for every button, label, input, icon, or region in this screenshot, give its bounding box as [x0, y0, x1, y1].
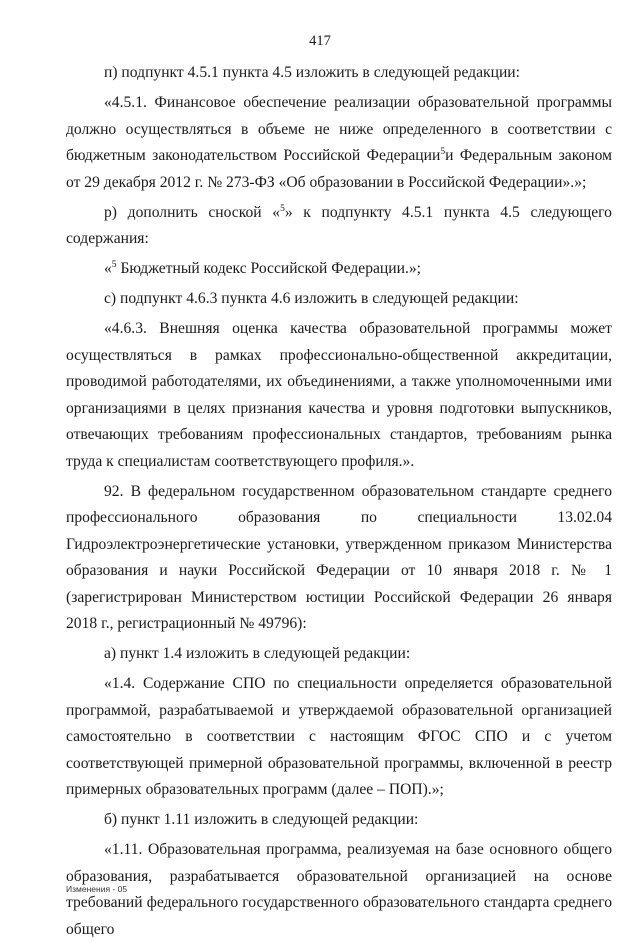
paragraph-footnote-text: [66, 256, 612, 283]
paragraph-item-p: п) подпункт 4.5.1 пункта 4.5 изложить в следующей редакции:: [104, 64, 520, 81]
paragraph-item-92: 92. В федеральном государственном образовательном стандарте среднего профессионального образования по специальности 13.02.04 Гидроэлектроэнергетические установки, утвержденном приказом Министерства образования и науки Российской Федерации от 10 января 2018 г. № 1 (зарегистрирован Министерством юстиции Российской Федерации 26 января 2018 г., регистрационный № 49796):: [66, 482, 612, 632]
paragraph-clause-4-6-3: «4.6.3. Внешняя оценка качества образовательной программы может осуществляться в рамках профессионально-общественной аккредитации, проводимой работодателями, их объединениями, а также уполномоченными ими организациями в целях признания качества и уровня подготовки выпускников, отвечающих требованиям профессиональных стандартов, требованиям рынка труда к специалистам соответствующего профиля.».: [66, 320, 612, 470]
paragraph-text: и Федеральным законом от 29 декабря 2012 г. № 273-ФЗ «Об образовании в Российской Федерации».»;: [66, 147, 612, 191]
footnote-marker: 5: [280, 203, 285, 214]
paragraph-text: «4.5.1. Финансовое обеспечение реализации образовательной программы должно осуществляться в объеме не ниже определенного в соответствии с бюджетным законодательством Российской Федерации: [66, 94, 612, 164]
paragraph-item-s: с) подпункт 4.6.3 пункта 4.6 изложить в следующей редакции:: [104, 290, 519, 307]
paragraph-item-b: б) пункт 1.11 изложить в следующей редакции:: [104, 811, 419, 828]
paragraph-text: Бюджетный кодекс Российской Федерации.»;: [116, 260, 421, 277]
paragraph-item-r: [66, 200, 612, 253]
footnote-marker: 5: [111, 260, 117, 270]
paragraph-clause-4-5-1: [66, 90, 612, 196]
document-body: [66, 60, 612, 943]
paragraph-text: р) дополнить сноской «: [104, 203, 281, 221]
footnote-marker: 5: [440, 147, 446, 157]
paragraph-text: » к подпункту 4.5.1 пункта 4.5 следующего содержания:: [66, 203, 612, 247]
paragraph-clause-1-11: «1.11. Образовательная программа, реализуемая на базе основного общего образования, разрабатывается образовательной организацией на основе требований федерального государственного образовательного стандарта среднего общего: [66, 841, 612, 938]
paragraph-item-a: а) пункт 1.4 изложить в следующей редакции:: [104, 645, 411, 662]
footer-label: Изменения - 05: [66, 884, 128, 894]
paragraph-text: «: [104, 260, 112, 277]
paragraph-clause-1-4: «1.4. Содержание СПО по специальности определяется образовательной программой, разрабатываемой и утверждаемой образовательной организацией самостоятельно в соответствии с настоящим ФГОС СПО и с учетом соответствующей примерной образовательной программы, включенной в реестр примерных образовательных программ (далее – ПОП).»;: [66, 675, 612, 798]
page-number: 417: [309, 33, 331, 49]
